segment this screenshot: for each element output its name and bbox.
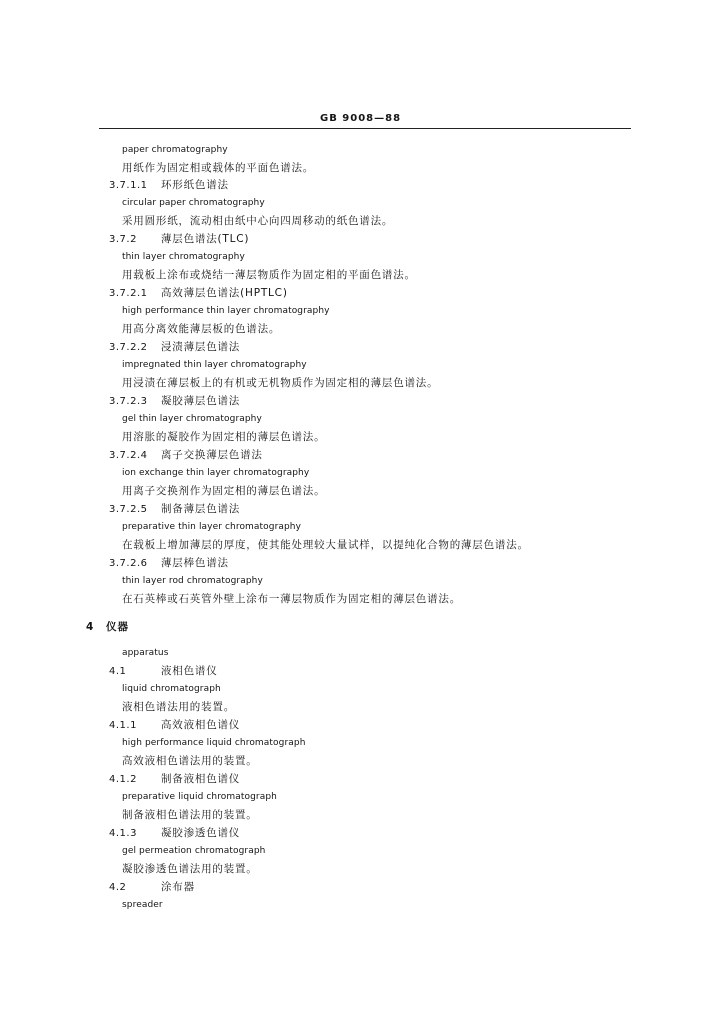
english-term: paper chromatography — [122, 145, 228, 155]
term-title: 制备薄层色谱法 — [161, 503, 241, 515]
english-term: preparative thin layer chromatography — [122, 522, 302, 532]
definition-text: 制备液相色谱法用的装置。 — [122, 809, 258, 821]
term-title: 高效薄层色谱法(HPTLC) — [161, 287, 288, 299]
term-heading — [109, 556, 229, 571]
section-heading — [86, 620, 129, 634]
definition-text: 在载板上增加薄层的厚度，使其能处理较大量试样，以提纯化合物的薄层色谱法。 — [122, 539, 529, 551]
section-number: 4 — [86, 621, 94, 633]
term-number: 4.1 — [109, 666, 127, 677]
term-number: 3.7.2.4 — [109, 450, 148, 461]
term-number: 3.7.2.5 — [109, 504, 148, 515]
term-number: 3.7.2.6 — [109, 558, 148, 569]
term-title: 凝胶薄层色谱法 — [161, 395, 241, 407]
term-title: 薄层色谱法(TLC) — [161, 233, 250, 245]
english-term: gel thin layer chromatography — [122, 414, 262, 424]
term-title: 凝胶渗透色谱仪 — [161, 827, 241, 839]
english-term: liquid chromatograph — [122, 684, 221, 694]
english-term: high performance thin layer chromatography — [122, 306, 330, 316]
term-heading — [109, 286, 288, 301]
term-heading — [109, 880, 195, 895]
english-term: high performance liquid chromatograph — [122, 738, 306, 748]
term-title: 制备液相色谱仪 — [161, 773, 241, 785]
term-title: 高效液相色谱仪 — [161, 719, 241, 731]
english-term: thin layer chromatography — [122, 252, 245, 262]
term-number: 4.2 — [109, 882, 127, 893]
term-title: 涂布器 — [161, 881, 195, 893]
standard-number: GB 9008—88 — [320, 113, 402, 124]
term-heading — [109, 664, 218, 679]
definition-text: 用离子交换剂作为固定相的薄层色谱法。 — [122, 485, 326, 497]
english-term: thin layer rod chromatography — [122, 576, 263, 586]
term-number: 4.1.1 — [109, 720, 137, 731]
term-heading — [109, 502, 240, 517]
section-title: 仪器 — [106, 621, 129, 633]
term-heading — [109, 772, 240, 787]
definition-text: 在石英棒或石英管外壁上涂布一薄层物质作为固定相的薄层色谱法。 — [122, 593, 461, 605]
definition-text: 用载板上涂布或烧结一薄层物质作为固定相的平面色谱法。 — [122, 269, 416, 281]
term-heading — [109, 232, 249, 247]
english-term: circular paper chromatography — [122, 198, 265, 208]
english-term: apparatus — [122, 648, 169, 658]
term-heading — [109, 718, 240, 733]
term-heading — [109, 394, 240, 409]
definition-text: 采用圆形纸，流动相由纸中心向四周移动的纸色谱法。 — [122, 215, 394, 227]
english-term: preparative liquid chromatograph — [122, 792, 277, 802]
term-number: 4.1.2 — [109, 774, 137, 785]
definition-text: 液相色谱法用的装置。 — [122, 701, 235, 713]
term-number: 3.7.1.1 — [109, 180, 148, 191]
definition-text: 用溶胀的凝胶作为固定相的薄层色谱法。 — [122, 431, 326, 443]
term-title: 液相色谱仪 — [161, 665, 218, 677]
term-heading — [109, 826, 240, 841]
definition-text: 高效液相色谱法用的装置。 — [122, 755, 258, 767]
english-term: ion exchange thin layer chromatography — [122, 468, 310, 478]
english-term: spreader — [122, 900, 163, 910]
term-number: 3.7.2.3 — [109, 396, 148, 407]
definition-text: 用高分离效能薄层板的色谱法。 — [122, 323, 281, 335]
term-title: 离子交换薄层色谱法 — [161, 449, 263, 461]
term-heading — [109, 448, 263, 463]
definition-text: 凝胶渗透色谱法用的装置。 — [122, 863, 258, 875]
term-heading — [109, 340, 240, 355]
term-number: 3.7.2.2 — [109, 342, 148, 353]
term-heading — [109, 178, 229, 193]
english-term: impregnated thin layer chromatography — [122, 360, 307, 370]
page-header — [0, 113, 724, 133]
term-title: 薄层棒色谱法 — [161, 557, 229, 569]
english-term: gel permeation chromatograph — [122, 846, 266, 856]
definition-text: 用纸作为固定相或载体的平面色谱法。 — [122, 162, 315, 174]
term-number: 3.7.2.1 — [109, 288, 148, 299]
header-rule — [99, 128, 631, 129]
term-number: 3.7.2 — [109, 234, 137, 245]
term-number: 4.1.3 — [109, 828, 137, 839]
term-title: 浸渍薄层色谱法 — [161, 341, 241, 353]
definition-text: 用浸渍在薄层板上的有机或无机物质作为固定相的薄层色谱法。 — [122, 377, 439, 389]
term-title: 环形纸色谱法 — [161, 179, 229, 191]
